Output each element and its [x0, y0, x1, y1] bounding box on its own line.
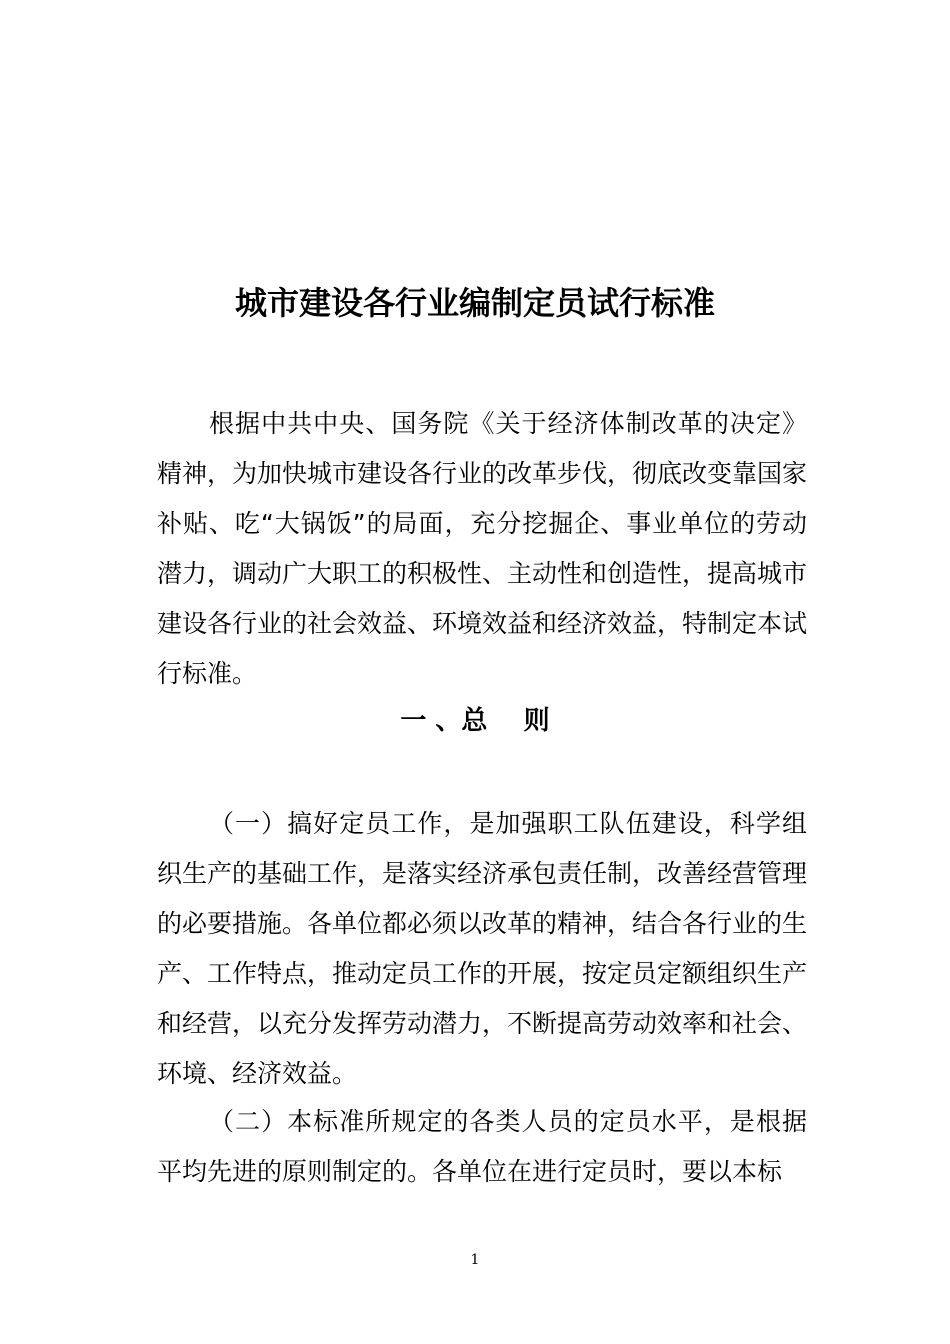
section-paragraph-1: （一）搞好定员工作，是加强职工队伍建设，科学组织生产的基础工作，是落实经济承包责任制，改善经营管理的必要措施。各单位都必须以改革的精神，结合各行业的生产、工作特点，推动定员工作的开展，按定员定额组织生产和经营，以充分发挥劳动潜力，不断提高劳动效率和社会、环境、经济效益。: [157, 809, 808, 1088]
page-number: 1: [470, 1252, 480, 1268]
document-title: 城市建设各行业编制定员试行标准: [234, 284, 715, 322]
section-paragraph-2: （二）本标准所规定的各类人员的定员水平，是根据平均先进的原则制定的。各单位在进行定员时，要以本标: [157, 1107, 807, 1186]
intro-paragraph: 根据中共中央、国务院《关于经济体制改革的决定》精神，为加快城市建设各行业的改革步伐，彻底改变靠国家补贴、吃“大锅饭”的局面，充分挖掘企、事业单位的劳动潜力，调动广大职工的积极性、主动性和创造性，提高城市建设各行业的社会效益、环境效益和经济效益，特制定本试行标准。: [157, 409, 808, 688]
section-heading: 一 、总 则: [400, 706, 550, 736]
